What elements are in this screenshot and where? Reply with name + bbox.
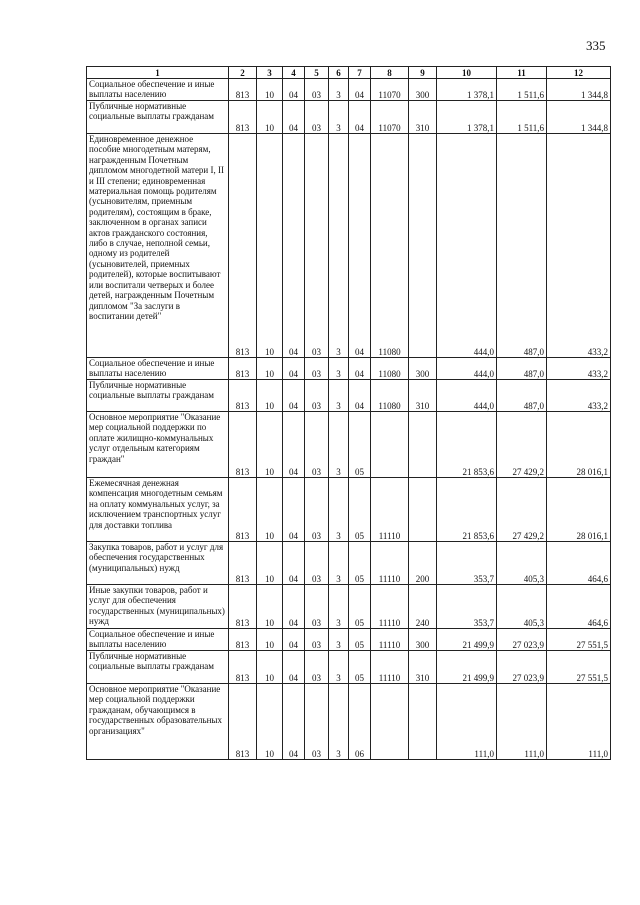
table-row <box>87 478 611 542</box>
cell-direction: 11070 <box>371 79 409 101</box>
column-header: 10 <box>437 67 497 79</box>
cell-program: 03 <box>305 134 329 358</box>
cell-expense-type: 240 <box>409 585 437 629</box>
cell-activity: 05 <box>349 629 371 651</box>
row-name: Публичные нормативные социальные выплаты гражданам <box>87 101 229 134</box>
table-row <box>87 412 611 478</box>
cell-activity: 04 <box>349 380 371 412</box>
cell-expense-type: 310 <box>409 101 437 134</box>
cell-amount-2: 405,3 <box>497 542 547 585</box>
cell-amount-3: 1 344,8 <box>547 101 611 134</box>
cell-subsection: 04 <box>283 134 305 358</box>
cell-expense-type <box>409 412 437 478</box>
cell-amount-2: 27 429,2 <box>497 478 547 542</box>
cell-amount-3: 433,2 <box>547 134 611 358</box>
cell-amount-1: 21 499,9 <box>437 651 497 684</box>
cell-ministry: 813 <box>229 542 257 585</box>
column-header: 9 <box>409 67 437 79</box>
cell-subprogram: 3 <box>329 585 349 629</box>
cell-subsection: 04 <box>283 629 305 651</box>
cell-direction: 11110 <box>371 478 409 542</box>
cell-direction: 11110 <box>371 542 409 585</box>
cell-subprogram: 3 <box>329 134 349 358</box>
table-row <box>87 629 611 651</box>
row-name: Социальное обеспечение и иные выплаты населению <box>87 79 229 101</box>
cell-subprogram: 3 <box>329 542 349 585</box>
cell-expense-type: 300 <box>409 358 437 380</box>
cell-expense-type: 300 <box>409 629 437 651</box>
cell-program: 03 <box>305 585 329 629</box>
row-name: Публичные нормативные социальные выплаты гражданам <box>87 380 229 412</box>
table-row <box>87 101 611 134</box>
cell-amount-1: 21 853,6 <box>437 412 497 478</box>
cell-direction <box>371 412 409 478</box>
cell-activity: 04 <box>349 101 371 134</box>
cell-amount-1: 111,0 <box>437 684 497 760</box>
cell-amount-2: 111,0 <box>497 684 547 760</box>
cell-subsection: 04 <box>283 412 305 478</box>
cell-ministry: 813 <box>229 134 257 358</box>
cell-subprogram: 3 <box>329 651 349 684</box>
cell-subprogram: 3 <box>329 412 349 478</box>
page-number: 335 <box>586 38 606 53</box>
cell-subprogram: 3 <box>329 629 349 651</box>
cell-subsection: 04 <box>283 478 305 542</box>
table-row <box>87 358 611 380</box>
cell-direction: 11110 <box>371 629 409 651</box>
table-row <box>87 79 611 101</box>
cell-subprogram: 3 <box>329 478 349 542</box>
cell-direction: 11110 <box>371 651 409 684</box>
cell-amount-1: 21 853,6 <box>437 478 497 542</box>
cell-subsection: 04 <box>283 79 305 101</box>
cell-ministry: 813 <box>229 412 257 478</box>
row-name: Единовременное денежное пособие многодетным матерям, награжденным Почетным дипломом многодетной матери I, II и III степени; единовременная материальная помощь родителям (усыновителям, приемным родителям), состоящим в браке, заключенном в органах записи актов гражданского состояния, либо в случае, неполной семьи, одному из родителей (усыновителей, приемных родителей), которые воспитывают или воспитали четверых и более детей, награжденным Почетным дипломом "За заслуги в воспитании детей" <box>87 134 229 358</box>
cell-ministry: 813 <box>229 585 257 629</box>
cell-section: 10 <box>257 412 283 478</box>
cell-section: 10 <box>257 542 283 585</box>
cell-ministry: 813 <box>229 629 257 651</box>
cell-subsection: 04 <box>283 585 305 629</box>
cell-activity: 05 <box>349 585 371 629</box>
table-row <box>87 542 611 585</box>
cell-amount-1: 353,7 <box>437 542 497 585</box>
cell-program: 03 <box>305 101 329 134</box>
cell-expense-type <box>409 684 437 760</box>
cell-expense-type <box>409 134 437 358</box>
cell-amount-3: 111,0 <box>547 684 611 760</box>
row-name: Основное мероприятие "Оказание мер социальной поддержки гражданам, обучающимся в государственных образовательных организациях" <box>87 684 229 760</box>
table-row <box>87 585 611 629</box>
cell-activity: 05 <box>349 412 371 478</box>
cell-expense-type: 200 <box>409 542 437 585</box>
cell-subsection: 04 <box>283 380 305 412</box>
cell-activity: 06 <box>349 684 371 760</box>
cell-program: 03 <box>305 478 329 542</box>
cell-program: 03 <box>305 651 329 684</box>
budget-table <box>86 66 611 760</box>
cell-ministry: 813 <box>229 79 257 101</box>
cell-expense-type: 300 <box>409 79 437 101</box>
cell-program: 03 <box>305 412 329 478</box>
cell-direction: 11080 <box>371 380 409 412</box>
row-name: Социальное обеспечение и иные выплаты населению <box>87 629 229 651</box>
row-name: Иные закупки товаров, работ и услуг для обеспечения государственных (муниципальных) нужд <box>87 585 229 629</box>
cell-amount-3: 433,2 <box>547 358 611 380</box>
table-row <box>87 380 611 412</box>
cell-amount-3: 27 551,5 <box>547 651 611 684</box>
cell-ministry: 813 <box>229 358 257 380</box>
cell-section: 10 <box>257 380 283 412</box>
row-name: Социальное обеспечение и иные выплаты населению <box>87 358 229 380</box>
cell-amount-1: 1 378,1 <box>437 79 497 101</box>
column-header: 5 <box>305 67 329 79</box>
cell-subprogram: 3 <box>329 358 349 380</box>
header-row <box>87 67 611 79</box>
column-header: 7 <box>349 67 371 79</box>
cell-amount-1: 353,7 <box>437 585 497 629</box>
cell-amount-3: 27 551,5 <box>547 629 611 651</box>
cell-program: 03 <box>305 358 329 380</box>
cell-program: 03 <box>305 79 329 101</box>
cell-amount-2: 405,3 <box>497 585 547 629</box>
cell-amount-3: 28 016,1 <box>547 412 611 478</box>
cell-direction: 11070 <box>371 101 409 134</box>
cell-expense-type: 310 <box>409 380 437 412</box>
cell-program: 03 <box>305 684 329 760</box>
cell-amount-2: 487,0 <box>497 380 547 412</box>
cell-section: 10 <box>257 684 283 760</box>
cell-amount-3: 28 016,1 <box>547 478 611 542</box>
cell-ministry: 813 <box>229 101 257 134</box>
cell-subprogram: 3 <box>329 684 349 760</box>
cell-ministry: 813 <box>229 478 257 542</box>
cell-amount-1: 21 499,9 <box>437 629 497 651</box>
cell-amount-1: 1 378,1 <box>437 101 497 134</box>
cell-expense-type <box>409 478 437 542</box>
column-header: 11 <box>497 67 547 79</box>
cell-program: 03 <box>305 542 329 585</box>
row-name: Основное мероприятие "Оказание мер социальной поддержки по оплате жилищно-коммунальных услуг отдельным категориям граждан" <box>87 412 229 478</box>
cell-activity: 04 <box>349 358 371 380</box>
cell-subprogram: 3 <box>329 101 349 134</box>
column-header: 1 <box>87 67 229 79</box>
cell-direction: 11110 <box>371 585 409 629</box>
cell-direction: 11080 <box>371 134 409 358</box>
cell-program: 03 <box>305 380 329 412</box>
table-row <box>87 134 611 358</box>
cell-direction <box>371 684 409 760</box>
cell-amount-1: 444,0 <box>437 134 497 358</box>
cell-amount-2: 27 429,2 <box>497 412 547 478</box>
cell-section: 10 <box>257 585 283 629</box>
cell-section: 10 <box>257 478 283 542</box>
cell-activity: 05 <box>349 542 371 585</box>
cell-subsection: 04 <box>283 684 305 760</box>
cell-amount-1: 444,0 <box>437 380 497 412</box>
cell-activity: 05 <box>349 651 371 684</box>
cell-section: 10 <box>257 629 283 651</box>
cell-ministry: 813 <box>229 380 257 412</box>
cell-subsection: 04 <box>283 651 305 684</box>
column-header: 8 <box>371 67 409 79</box>
cell-activity: 04 <box>349 134 371 358</box>
cell-amount-2: 487,0 <box>497 134 547 358</box>
column-header: 6 <box>329 67 349 79</box>
cell-program: 03 <box>305 629 329 651</box>
cell-amount-3: 464,6 <box>547 585 611 629</box>
cell-subsection: 04 <box>283 101 305 134</box>
row-name: Публичные нормативные социальные выплаты гражданам <box>87 651 229 684</box>
column-header: 4 <box>283 67 305 79</box>
cell-direction: 11080 <box>371 358 409 380</box>
cell-section: 10 <box>257 79 283 101</box>
cell-ministry: 813 <box>229 684 257 760</box>
cell-amount-2: 1 511,6 <box>497 101 547 134</box>
column-header: 12 <box>547 67 611 79</box>
cell-amount-3: 464,6 <box>547 542 611 585</box>
column-header: 3 <box>257 67 283 79</box>
cell-section: 10 <box>257 358 283 380</box>
cell-amount-2: 27 023,9 <box>497 651 547 684</box>
cell-section: 10 <box>257 651 283 684</box>
row-name: Ежемесячная денежная компенсация многодетным семьям на оплату коммунальных услуг, за исключением транспортных услуг для доставки топлива <box>87 478 229 542</box>
cell-subsection: 04 <box>283 358 305 380</box>
cell-subprogram: 3 <box>329 79 349 101</box>
cell-amount-2: 487,0 <box>497 358 547 380</box>
cell-amount-2: 1 511,6 <box>497 79 547 101</box>
cell-section: 10 <box>257 134 283 358</box>
cell-amount-1: 444,0 <box>437 358 497 380</box>
cell-expense-type: 310 <box>409 651 437 684</box>
cell-amount-3: 1 344,8 <box>547 79 611 101</box>
cell-amount-3: 433,2 <box>547 380 611 412</box>
cell-activity: 05 <box>349 478 371 542</box>
cell-subprogram: 3 <box>329 380 349 412</box>
cell-ministry: 813 <box>229 651 257 684</box>
cell-section: 10 <box>257 101 283 134</box>
cell-amount-2: 27 023,9 <box>497 629 547 651</box>
cell-activity: 04 <box>349 79 371 101</box>
table-row <box>87 651 611 684</box>
row-name: Закупка товаров, работ и услуг для обеспечения государственных (муниципальных) нужд <box>87 542 229 585</box>
cell-subsection: 04 <box>283 542 305 585</box>
column-header: 2 <box>229 67 257 79</box>
table-row <box>87 684 611 760</box>
